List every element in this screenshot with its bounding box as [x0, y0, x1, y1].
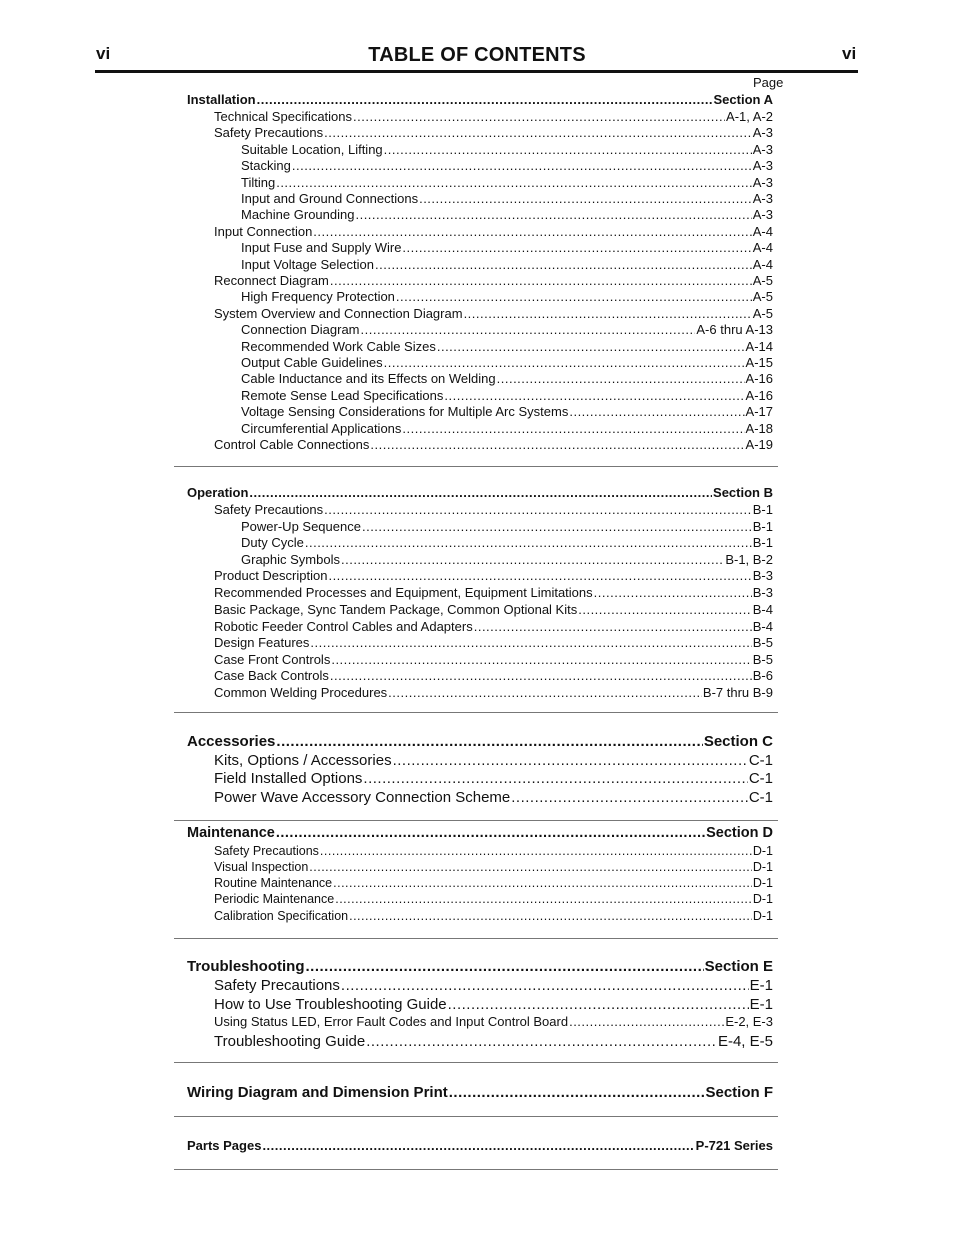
entry-page: A-15 — [745, 355, 773, 370]
entry-title: Circumferential Applications — [241, 420, 402, 436]
entry-title: Machine Grounding — [241, 207, 355, 223]
entry-page: A-5 — [752, 273, 773, 288]
entry-page: E-1 — [749, 977, 773, 994]
section-heading-installation[interactable] — [187, 92, 773, 107]
section-title: Wiring Diagram and Dimension Print — [187, 1084, 448, 1101]
entry-page: B-1, B-2 — [725, 551, 773, 567]
dot-leader — [249, 485, 712, 500]
toc-entry[interactable] — [214, 619, 773, 634]
entry-page: A-3 — [752, 141, 773, 157]
toc-entry[interactable] — [214, 224, 773, 239]
section-page: Section E — [704, 958, 773, 975]
entry-page: B-6 — [752, 668, 773, 683]
toc-entry[interactable] — [214, 273, 773, 288]
dot-leader — [511, 789, 748, 806]
dot-leader — [333, 876, 752, 890]
entry-title: Basic Package, Sync Tandem Package, Common Optional Kits — [214, 602, 578, 617]
entry-page: B-4 — [752, 602, 773, 617]
entry-title: Cable Inductance and its Effects on Welding — [241, 371, 496, 387]
section-page: Section A — [713, 92, 773, 107]
toc-entry[interactable] — [241, 240, 773, 255]
page-number-right: vi — [842, 44, 857, 63]
entry-title: Safety Precautions — [214, 843, 319, 858]
entry-title: How to Use Troubleshooting Guide — [214, 995, 447, 1013]
dot-leader — [313, 224, 751, 239]
entry-title: Input Voltage Selection — [241, 256, 374, 272]
entry-title: Graphic Symbols — [241, 551, 340, 567]
section-heading-parts-pages[interactable] — [187, 1138, 773, 1153]
section-divider — [174, 466, 778, 467]
entry-page: D-1 — [752, 843, 773, 858]
dot-leader — [362, 519, 752, 534]
dot-leader — [384, 355, 745, 370]
entry-title: Connection Diagram — [241, 322, 360, 338]
toc-entry[interactable] — [214, 909, 773, 923]
section-title: Parts Pages — [187, 1138, 262, 1153]
dot-leader — [449, 1084, 705, 1101]
section-heading-operation[interactable] — [187, 485, 773, 500]
dot-leader — [594, 585, 752, 600]
toc-entry[interactable] — [241, 175, 773, 190]
entry-page: A-16 — [745, 371, 773, 387]
dot-leader — [309, 860, 752, 874]
dot-leader — [320, 844, 752, 858]
toc-entry[interactable] — [214, 996, 773, 1013]
entry-page: A-18 — [745, 420, 773, 436]
dot-leader — [262, 1138, 694, 1153]
entry-title: System Overview and Connection Diagram — [214, 305, 463, 321]
dot-leader — [437, 339, 745, 354]
toc-entry[interactable] — [214, 770, 773, 787]
entry-page: C-1 — [748, 770, 773, 788]
entry-title: Common Welding Procedures — [214, 684, 388, 700]
dot-leader — [375, 257, 752, 272]
section-heading-maintenance[interactable] — [187, 825, 773, 841]
entry-page: D-1 — [752, 908, 773, 923]
entry-title: Case Back Controls — [214, 668, 329, 683]
dot-leader — [341, 977, 749, 994]
dot-leader — [341, 552, 724, 567]
entry-title: Control Cable Connections — [214, 437, 370, 452]
toc-entry[interactable] — [214, 109, 773, 124]
entry-title: Kits, Options / Accessories — [214, 752, 392, 769]
entry-page: D-1 — [752, 892, 773, 907]
entry-title: Suitable Location, Lifting — [241, 141, 383, 157]
section-title: Operation — [187, 485, 249, 500]
entry-title: Field Installed Options — [214, 770, 363, 788]
entry-page: A-4 — [752, 256, 773, 272]
entry-title: Remote Sense Lead Specifications — [241, 387, 444, 403]
entry-title: Product Description — [214, 568, 328, 583]
entry-page: B-3 — [752, 584, 773, 600]
page-number-left: vi — [96, 44, 111, 63]
toc-entry[interactable] — [241, 535, 773, 550]
section-page: Section D — [706, 825, 773, 841]
section-title: Installation — [187, 92, 256, 107]
dot-leader — [276, 733, 702, 750]
dot-leader — [361, 322, 696, 337]
entry-page: A-5 — [752, 305, 773, 321]
entry-page: A-5 — [752, 289, 773, 305]
entry-title: Visual Inspection — [214, 859, 309, 874]
entry-title: Technical Specifications — [214, 109, 353, 124]
entry-page: A-4 — [752, 240, 773, 256]
dot-leader — [396, 289, 752, 304]
entry-title: Reconnect Diagram — [214, 273, 329, 288]
dot-leader — [578, 602, 752, 617]
section-divider — [174, 820, 778, 821]
entry-page: A-3 — [752, 158, 773, 174]
entry-title: Case Front Controls — [214, 651, 331, 667]
dot-leader — [324, 125, 752, 140]
toc-entry[interactable] — [241, 207, 773, 222]
entry-page: A-3 — [752, 125, 773, 141]
entry-page: A-6 thru A-13 — [696, 322, 773, 338]
entry-page: B-4 — [752, 618, 773, 634]
dot-leader — [448, 996, 749, 1013]
section-heading-troubleshooting[interactable] — [187, 958, 773, 975]
toc-entry[interactable] — [241, 158, 773, 173]
entry-title: Routine Maintenance — [214, 876, 333, 891]
dot-leader — [393, 752, 748, 769]
entry-title: Calibration Specification — [214, 908, 349, 923]
toc-entry[interactable] — [214, 568, 773, 583]
dot-leader — [474, 619, 752, 634]
dot-leader — [464, 306, 752, 321]
entry-title: Safety Precautions — [214, 502, 324, 517]
entry-title: Input and Ground Connections — [241, 191, 419, 206]
dot-leader — [276, 825, 705, 841]
entry-title: Input Fuse and Supply Wire — [241, 240, 402, 256]
toc-entry[interactable] — [241, 289, 773, 304]
toc-entry[interactable] — [214, 306, 773, 321]
toc-entry[interactable] — [241, 355, 773, 370]
entry-page: E-1 — [749, 995, 773, 1013]
section-divider — [174, 712, 778, 713]
entry-title: Safety Precautions — [214, 125, 324, 141]
section-page: P-721 Series — [695, 1138, 773, 1153]
toc-entry[interactable] — [241, 257, 773, 272]
entry-page: C-1 — [748, 788, 773, 806]
toc-entry[interactable] — [241, 322, 773, 337]
toc-entry[interactable] — [214, 752, 773, 769]
toc-entry[interactable] — [214, 585, 773, 600]
entry-title: Output Cable Guidelines — [241, 355, 383, 370]
entry-page: C-1 — [748, 752, 773, 769]
entry-page: B-7 thru B-9 — [702, 684, 773, 700]
page-column-label: Page — [753, 75, 784, 90]
toc-entry[interactable] — [214, 668, 773, 683]
dot-leader — [388, 685, 702, 700]
entry-page: B-3 — [752, 568, 773, 583]
entry-title: Stacking — [241, 158, 291, 174]
entry-page: B-1 — [752, 518, 773, 534]
entry-title: Voltage Sensing Considerations for Multiple Arc Systems — [241, 404, 569, 420]
entry-title: Input Connection — [214, 223, 313, 239]
toc-entry[interactable] — [241, 191, 773, 206]
dot-leader — [305, 535, 752, 550]
entry-title: Power-Up Sequence — [241, 518, 361, 534]
entry-page: A-16 — [745, 387, 773, 403]
toc-entry[interactable] — [214, 892, 773, 906]
entry-title: Tilting — [241, 174, 276, 190]
toc-entry[interactable] — [214, 1014, 773, 1029]
entry-title: Using Status LED, Error Fault Codes and Input Control Board — [214, 1014, 569, 1029]
entry-title: Recommended Work Cable Sizes — [241, 338, 436, 354]
entry-page: A-1, A-2 — [726, 109, 773, 124]
toc-entry[interactable] — [241, 404, 773, 419]
section-divider — [174, 1116, 778, 1117]
dot-leader — [402, 240, 751, 255]
dot-leader — [330, 668, 752, 683]
dot-leader — [257, 92, 713, 107]
dot-leader — [569, 404, 744, 419]
entry-title: Troubleshooting Guide — [214, 1032, 366, 1050]
dot-leader — [402, 421, 744, 436]
section-page: Section B — [713, 485, 773, 500]
entry-title: Duty Cycle — [241, 535, 304, 550]
dot-leader — [331, 652, 751, 667]
toc-entry[interactable] — [241, 388, 773, 403]
toc-entry[interactable] — [214, 602, 773, 617]
toc-entry[interactable] — [214, 860, 773, 874]
dot-leader — [349, 909, 752, 923]
toc-entry[interactable] — [214, 789, 773, 806]
toc-entry[interactable] — [214, 502, 773, 517]
toc-entry[interactable] — [241, 421, 773, 436]
toc-entry[interactable] — [214, 437, 773, 452]
dot-leader — [355, 207, 751, 222]
toc-entry[interactable] — [241, 339, 773, 354]
section-title: Troubleshooting — [187, 958, 305, 975]
section-title: Accessories — [187, 733, 276, 750]
entry-page: A-14 — [745, 338, 773, 354]
toc-entry[interactable] — [241, 142, 773, 157]
section-divider — [174, 938, 778, 939]
entry-page: D-1 — [752, 859, 773, 874]
dot-leader — [444, 388, 744, 403]
entry-page: B-5 — [752, 651, 773, 667]
toc-entry[interactable] — [214, 876, 773, 890]
dot-leader — [497, 371, 745, 386]
dot-leader — [353, 109, 725, 124]
dot-leader — [363, 770, 747, 787]
section-heading-wiring-diagram-and-dimension-print[interactable] — [187, 1084, 773, 1101]
entry-title: Recommended Processes and Equipment, Equipment Limitations — [214, 584, 593, 600]
entry-page: A-3 — [752, 207, 773, 223]
dot-leader — [335, 892, 752, 906]
dot-leader — [419, 191, 752, 206]
toc-entry[interactable] — [214, 125, 773, 140]
entry-page: A-3 — [752, 191, 773, 206]
toc-entry[interactable] — [241, 552, 773, 567]
entry-page: E-2, E-3 — [725, 1014, 773, 1029]
section-divider — [174, 1062, 778, 1063]
entry-title: Safety Precautions — [214, 977, 340, 994]
dot-leader — [276, 175, 752, 190]
section-page: Section F — [705, 1084, 773, 1101]
dot-leader — [384, 142, 752, 157]
entry-page: D-1 — [752, 876, 773, 891]
dot-leader — [292, 158, 752, 173]
toc-entry[interactable] — [241, 371, 773, 386]
dot-leader — [324, 502, 752, 517]
entry-page: A-4 — [752, 223, 773, 239]
dot-leader — [370, 437, 744, 452]
entry-page: B-5 — [752, 635, 773, 650]
section-title: Maintenance — [187, 825, 275, 841]
entry-page: A-17 — [745, 404, 773, 420]
entry-page: A-19 — [745, 437, 773, 452]
entry-title: Periodic Maintenance — [214, 892, 335, 907]
section-page: Section C — [703, 733, 773, 750]
dot-leader — [328, 568, 751, 583]
section-heading-accessories[interactable] — [187, 733, 773, 750]
entry-title: Robotic Feeder Control Cables and Adapters — [214, 618, 473, 634]
dot-leader — [569, 1014, 724, 1029]
entry-page: A-3 — [752, 174, 773, 190]
dot-leader — [306, 958, 704, 975]
entry-page: B-1 — [752, 502, 773, 517]
page-title: TABLE OF CONTENTS — [368, 44, 586, 66]
toc-entry[interactable] — [241, 519, 773, 534]
toc-entry[interactable] — [214, 844, 773, 858]
entry-title: High Frequency Protection — [241, 289, 395, 305]
entry-title: Design Features — [214, 635, 310, 650]
dot-leader — [310, 635, 751, 650]
toc-entry[interactable] — [214, 652, 773, 667]
toc-entry[interactable] — [214, 685, 773, 700]
section-divider — [174, 1169, 778, 1170]
entry-page: E-4, E-5 — [717, 1032, 773, 1050]
toc-entry[interactable] — [214, 1033, 773, 1050]
dot-leader — [366, 1033, 717, 1050]
toc-entry[interactable] — [214, 977, 773, 994]
entry-title: Power Wave Accessory Connection Scheme — [214, 788, 511, 806]
toc-entry[interactable] — [214, 635, 773, 650]
dot-leader — [330, 273, 752, 288]
entry-page: B-1 — [752, 535, 773, 550]
